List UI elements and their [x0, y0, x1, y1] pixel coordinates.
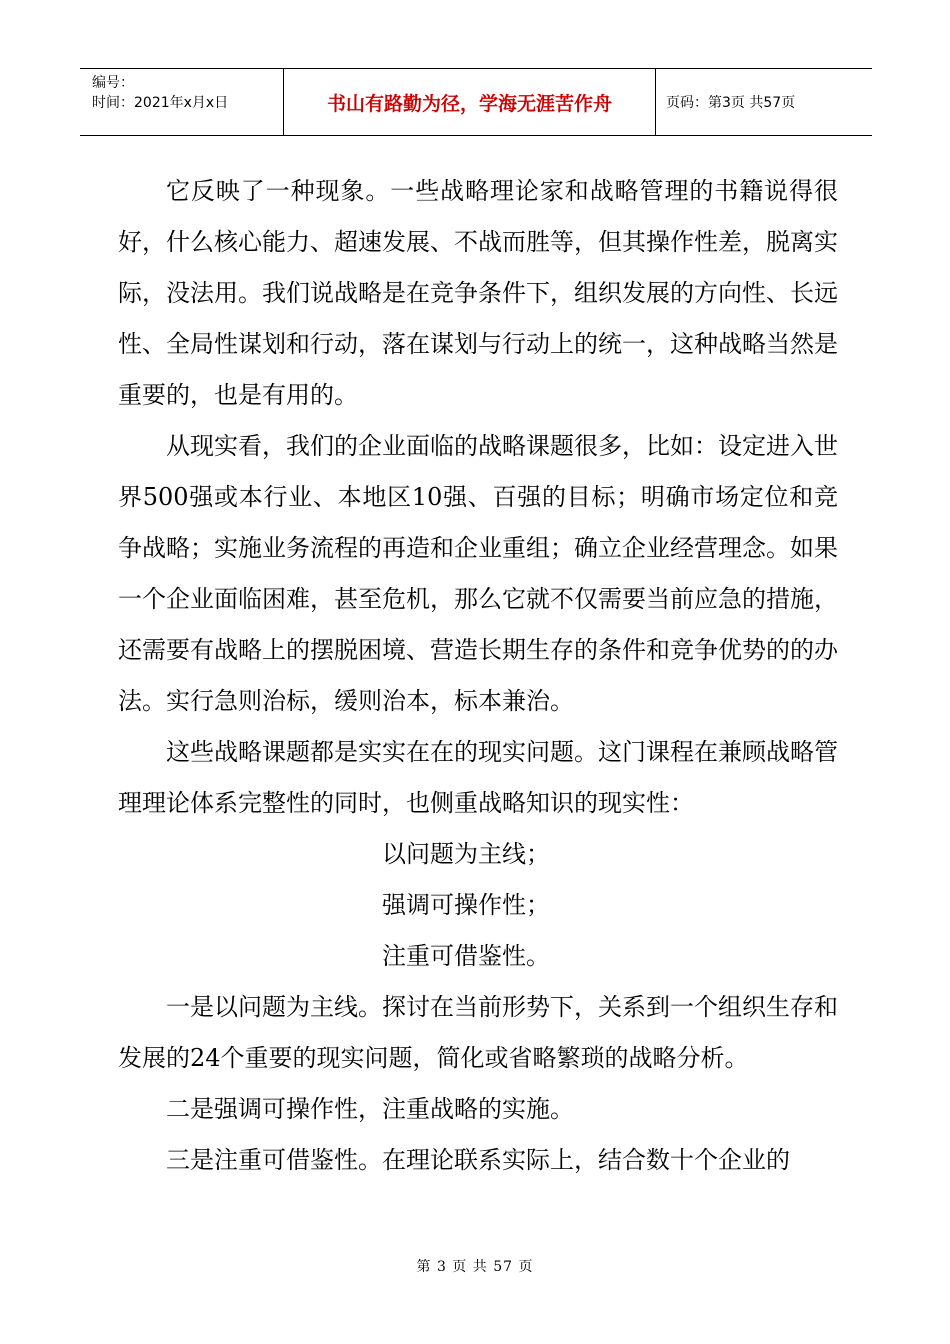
time-label: 时间：2021年x月x日: [92, 95, 229, 111]
list-item: 以问题为主线；: [382, 840, 550, 868]
paragraph-6: 三是注重可借鉴性。在理论联系实际上，结合数十个企业的: [166, 1146, 790, 1174]
number-label: 编号：: [92, 75, 134, 91]
document-body: [118, 166, 838, 1186]
list-item: 强调可操作性；: [382, 891, 550, 919]
header-motto: 书山有路勤为径，学海无涯苦作舟: [284, 69, 656, 135]
paragraph-4: 一是以问题为主线。探讨在当前形势下，关系到一个组织生存和发展的24个重要的现实问题，简化或省略繁琐的战略分析。: [118, 993, 838, 1072]
paragraph-1: 它反映了一种现象。一些战略理论家和战略管理的书籍说得很好，什么核心能力、超速发展、不战而胜等，但其操作性差，脱离实际，没法用。我们说战略是在竞争条件下，组织发展的方向性、长远性、全局性谋划和行动，落在谋划与行动上的统一，这种战略当然是重要的，也是有用的。: [118, 177, 838, 409]
list-item: 注重可借鉴性。: [382, 942, 550, 970]
paragraph-5: 二是强调可操作性，注重战略的实施。: [166, 1095, 574, 1123]
header-page-info: 页码：第3页 共57页: [666, 95, 796, 111]
paragraph-3: 这些战略课题都是实实在在的现实问题。这门课程在兼顾战略管理理论体系完整性的同时，也侧重战略知识的现实性：: [118, 738, 838, 817]
header-meta: [80, 69, 284, 135]
paragraph-2: 从现实看，我们的企业面临的战略课题很多，比如：设定进入世界500强或本行业、本地区10强、百强的目标；明确市场定位和竞争战略；实施业务流程的再造和企业重组；确立企业经营理念。如果一个企业面临困难，甚至危机，那么它就不仅需要当前应急的措施，还需要有战略上的摆脱困境、营造长期生存的条件和竞争优势的的办法。实行急则治标，缓则治本，标本兼治。: [118, 432, 838, 715]
document-header: [80, 68, 872, 136]
page-footer: 第 3 页 共 57 页: [416, 1259, 534, 1275]
